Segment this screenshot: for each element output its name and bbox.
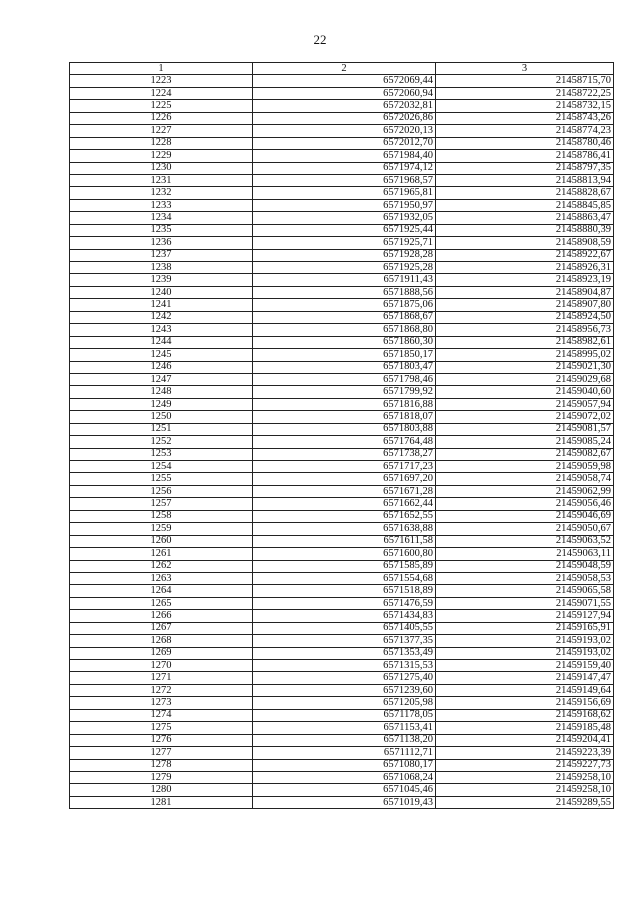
- cell-point-number: 1244: [70, 336, 253, 348]
- cell-x-coordinate: 6571112,71: [253, 747, 436, 759]
- table-row: [70, 510, 614, 522]
- cell-x-coordinate: 6571738,27: [253, 448, 436, 460]
- table-row: [70, 75, 614, 87]
- cell-x-coordinate: 6571611,58: [253, 535, 436, 547]
- cell-point-number: 1238: [70, 262, 253, 274]
- cell-point-number: 1225: [70, 100, 253, 112]
- cell-y-coordinate: 21459149,64: [436, 684, 614, 696]
- cell-point-number: 1226: [70, 112, 253, 124]
- table-row: [70, 684, 614, 696]
- cell-y-coordinate: 21459062,99: [436, 485, 614, 497]
- table-row: [70, 349, 614, 361]
- cell-y-coordinate: 21459127,94: [436, 610, 614, 622]
- cell-y-coordinate: 21459227,73: [436, 759, 614, 771]
- cell-x-coordinate: 6572060,94: [253, 87, 436, 99]
- cell-y-coordinate: 21459058,74: [436, 473, 614, 485]
- cell-x-coordinate: 6571764,48: [253, 436, 436, 448]
- table-row: [70, 498, 614, 510]
- cell-x-coordinate: 6572012,70: [253, 137, 436, 149]
- cell-y-coordinate: 21458922,67: [436, 249, 614, 261]
- cell-x-coordinate: 6571968,57: [253, 174, 436, 186]
- table-row: [70, 373, 614, 385]
- table-row: [70, 548, 614, 560]
- cell-y-coordinate: 21458908,59: [436, 237, 614, 249]
- cell-x-coordinate: 6571377,35: [253, 635, 436, 647]
- cell-point-number: 1261: [70, 548, 253, 560]
- cell-x-coordinate: 6571803,88: [253, 423, 436, 435]
- cell-point-number: 1265: [70, 597, 253, 609]
- cell-y-coordinate: 21459289,55: [436, 796, 614, 808]
- table-row: [70, 237, 614, 249]
- header-row: [70, 63, 614, 75]
- cell-point-number: 1279: [70, 771, 253, 783]
- table-row: [70, 585, 614, 597]
- cell-x-coordinate: 6571405,55: [253, 622, 436, 634]
- cell-y-coordinate: 21459193,02: [436, 635, 614, 647]
- cell-y-coordinate: 21459147,47: [436, 672, 614, 684]
- table-row: [70, 361, 614, 373]
- cell-y-coordinate: 21459081,57: [436, 423, 614, 435]
- cell-x-coordinate: 6571638,88: [253, 523, 436, 535]
- cell-point-number: 1227: [70, 125, 253, 137]
- cell-y-coordinate: 21459185,48: [436, 722, 614, 734]
- cell-x-coordinate: 6571600,80: [253, 548, 436, 560]
- table-row: [70, 162, 614, 174]
- cell-x-coordinate: 6572020,13: [253, 125, 436, 137]
- cell-y-coordinate: 21459056,46: [436, 498, 614, 510]
- cell-y-coordinate: 21458828,67: [436, 187, 614, 199]
- cell-x-coordinate: 6572032,81: [253, 100, 436, 112]
- cell-y-coordinate: 21458780,46: [436, 137, 614, 149]
- cell-x-coordinate: 6571860,30: [253, 336, 436, 348]
- cell-x-coordinate: 6571671,28: [253, 485, 436, 497]
- table-row: [70, 212, 614, 224]
- cell-y-coordinate: 21458926,31: [436, 262, 614, 274]
- table-row: [70, 423, 614, 435]
- table-row: [70, 299, 614, 311]
- cell-y-coordinate: 21458982,61: [436, 336, 614, 348]
- table-row: [70, 112, 614, 124]
- cell-y-coordinate: 21458956,73: [436, 324, 614, 336]
- table-row: [70, 523, 614, 535]
- table-row: [70, 87, 614, 99]
- column-header-point: 1: [70, 63, 253, 75]
- cell-y-coordinate: 21458813,94: [436, 174, 614, 186]
- cell-x-coordinate: 6571984,40: [253, 150, 436, 162]
- table-body: [70, 75, 614, 809]
- cell-x-coordinate: 6571518,89: [253, 585, 436, 597]
- cell-y-coordinate: 21459065,58: [436, 585, 614, 597]
- cell-y-coordinate: 21459165,91: [436, 622, 614, 634]
- cell-point-number: 1266: [70, 610, 253, 622]
- cell-y-coordinate: 21459085,24: [436, 436, 614, 448]
- cell-point-number: 1280: [70, 784, 253, 796]
- table-row: [70, 224, 614, 236]
- table-row: [70, 199, 614, 211]
- table-row: [70, 635, 614, 647]
- cell-point-number: 1275: [70, 722, 253, 734]
- cell-point-number: 1269: [70, 647, 253, 659]
- cell-x-coordinate: 6571799,92: [253, 386, 436, 398]
- table-row: [70, 697, 614, 709]
- cell-y-coordinate: 21459071,55: [436, 597, 614, 609]
- table-header: [70, 63, 614, 75]
- table-row: [70, 398, 614, 410]
- cell-point-number: 1249: [70, 398, 253, 410]
- cell-x-coordinate: 6571315,53: [253, 660, 436, 672]
- table-row: [70, 137, 614, 149]
- cell-x-coordinate: 6571868,80: [253, 324, 436, 336]
- cell-y-coordinate: 21459204,41: [436, 734, 614, 746]
- cell-point-number: 1277: [70, 747, 253, 759]
- cell-point-number: 1233: [70, 199, 253, 211]
- cell-point-number: 1258: [70, 510, 253, 522]
- cell-x-coordinate: 6571974,12: [253, 162, 436, 174]
- cell-point-number: 1270: [70, 660, 253, 672]
- cell-x-coordinate: 6571153,41: [253, 722, 436, 734]
- cell-y-coordinate: 21459159,40: [436, 660, 614, 672]
- cell-point-number: 1235: [70, 224, 253, 236]
- cell-x-coordinate: 6571818,07: [253, 411, 436, 423]
- table-row: [70, 796, 614, 808]
- cell-x-coordinate: 6571275,40: [253, 672, 436, 684]
- cell-x-coordinate: 6571717,23: [253, 461, 436, 473]
- cell-point-number: 1251: [70, 423, 253, 435]
- cell-x-coordinate: 6571697,20: [253, 473, 436, 485]
- cell-x-coordinate: 6571080,17: [253, 759, 436, 771]
- table-row: [70, 610, 614, 622]
- cell-x-coordinate: 6571353,49: [253, 647, 436, 659]
- cell-point-number: 1259: [70, 523, 253, 535]
- cell-x-coordinate: 6571925,28: [253, 262, 436, 274]
- cell-y-coordinate: 21458722,25: [436, 87, 614, 99]
- cell-point-number: 1264: [70, 585, 253, 597]
- cell-point-number: 1260: [70, 535, 253, 547]
- table-row: [70, 560, 614, 572]
- cell-x-coordinate: 6571932,05: [253, 212, 436, 224]
- table-row: [70, 311, 614, 323]
- cell-y-coordinate: 21459193,02: [436, 647, 614, 659]
- cell-x-coordinate: 6571888,56: [253, 286, 436, 298]
- table-row: [70, 274, 614, 286]
- cell-point-number: 1271: [70, 672, 253, 684]
- table-row: [70, 647, 614, 659]
- table-row: [70, 709, 614, 721]
- cell-point-number: 1224: [70, 87, 253, 99]
- cell-x-coordinate: 6571911,43: [253, 274, 436, 286]
- table-row: [70, 174, 614, 186]
- cell-x-coordinate: 6571925,44: [253, 224, 436, 236]
- cell-y-coordinate: 21459046,69: [436, 510, 614, 522]
- cell-point-number: 1230: [70, 162, 253, 174]
- table-row: [70, 722, 614, 734]
- cell-point-number: 1276: [70, 734, 253, 746]
- cell-x-coordinate: 6571239,60: [253, 684, 436, 696]
- table-row: [70, 734, 614, 746]
- cell-x-coordinate: 6571798,46: [253, 373, 436, 385]
- cell-point-number: 1272: [70, 684, 253, 696]
- cell-point-number: 1278: [70, 759, 253, 771]
- cell-y-coordinate: 21458907,80: [436, 299, 614, 311]
- cell-x-coordinate: 6571068,24: [253, 771, 436, 783]
- cell-point-number: 1231: [70, 174, 253, 186]
- cell-x-coordinate: 6571662,44: [253, 498, 436, 510]
- cell-point-number: 1232: [70, 187, 253, 199]
- cell-x-coordinate: 6571875,06: [253, 299, 436, 311]
- cell-point-number: 1250: [70, 411, 253, 423]
- table-row: [70, 572, 614, 584]
- cell-y-coordinate: 21458880,39: [436, 224, 614, 236]
- cell-y-coordinate: 21459021,30: [436, 361, 614, 373]
- cell-point-number: 1246: [70, 361, 253, 373]
- cell-point-number: 1237: [70, 249, 253, 261]
- table-row: [70, 672, 614, 684]
- cell-point-number: 1229: [70, 150, 253, 162]
- cell-point-number: 1245: [70, 349, 253, 361]
- cell-point-number: 1262: [70, 560, 253, 572]
- cell-point-number: 1256: [70, 485, 253, 497]
- cell-point-number: 1253: [70, 448, 253, 460]
- cell-y-coordinate: 21458732,15: [436, 100, 614, 112]
- cell-y-coordinate: 21459040,60: [436, 386, 614, 398]
- cell-y-coordinate: 21459063,52: [436, 535, 614, 547]
- cell-point-number: 1234: [70, 212, 253, 224]
- cell-x-coordinate: 6571868,67: [253, 311, 436, 323]
- table-row: [70, 485, 614, 497]
- cell-y-coordinate: 21459258,10: [436, 771, 614, 783]
- cell-x-coordinate: 6571205,98: [253, 697, 436, 709]
- table-row: [70, 747, 614, 759]
- cell-point-number: 1254: [70, 461, 253, 473]
- table-row: [70, 436, 614, 448]
- cell-point-number: 1223: [70, 75, 253, 87]
- table-row: [70, 100, 614, 112]
- table-row: [70, 660, 614, 672]
- page-number: 22: [313, 32, 327, 47]
- cell-y-coordinate: 21458995,02: [436, 349, 614, 361]
- cell-y-coordinate: 21459057,94: [436, 398, 614, 410]
- table-row: [70, 597, 614, 609]
- cell-y-coordinate: 21458863,47: [436, 212, 614, 224]
- cell-point-number: 1247: [70, 373, 253, 385]
- cell-x-coordinate: 6571950,97: [253, 199, 436, 211]
- cell-x-coordinate: 6571554,68: [253, 572, 436, 584]
- cell-y-coordinate: 21459156,69: [436, 697, 614, 709]
- cell-point-number: 1252: [70, 436, 253, 448]
- cell-point-number: 1240: [70, 286, 253, 298]
- cell-y-coordinate: 21459168,62: [436, 709, 614, 721]
- cell-y-coordinate: 21459048,59: [436, 560, 614, 572]
- cell-point-number: 1248: [70, 386, 253, 398]
- cell-point-number: 1236: [70, 237, 253, 249]
- table-row: [70, 473, 614, 485]
- cell-x-coordinate: 6572069,44: [253, 75, 436, 87]
- cell-x-coordinate: 6571928,28: [253, 249, 436, 261]
- table-row: [70, 336, 614, 348]
- cell-point-number: 1239: [70, 274, 253, 286]
- cell-x-coordinate: 6571476,59: [253, 597, 436, 609]
- table-row: [70, 759, 614, 771]
- cell-y-coordinate: 21458743,26: [436, 112, 614, 124]
- cell-point-number: 1263: [70, 572, 253, 584]
- cell-y-coordinate: 21458797,35: [436, 162, 614, 174]
- cell-y-coordinate: 21459258,10: [436, 784, 614, 796]
- cell-y-coordinate: 21459029,68: [436, 373, 614, 385]
- column-header-x: 2: [253, 63, 436, 75]
- cell-y-coordinate: 21459223,39: [436, 747, 614, 759]
- cell-x-coordinate: 6571585,89: [253, 560, 436, 572]
- cell-point-number: 1242: [70, 311, 253, 323]
- table-row: [70, 187, 614, 199]
- cell-point-number: 1273: [70, 697, 253, 709]
- table-row: [70, 448, 614, 460]
- table-row: [70, 461, 614, 473]
- cell-point-number: 1267: [70, 622, 253, 634]
- cell-point-number: 1274: [70, 709, 253, 721]
- cell-y-coordinate: 21458923,19: [436, 274, 614, 286]
- cell-y-coordinate: 21459050,67: [436, 523, 614, 535]
- cell-point-number: 1255: [70, 473, 253, 485]
- table-row: [70, 150, 614, 162]
- cell-point-number: 1268: [70, 635, 253, 647]
- cell-x-coordinate: 6571045,46: [253, 784, 436, 796]
- table-row: [70, 125, 614, 137]
- table-row: [70, 286, 614, 298]
- table-row: [70, 411, 614, 423]
- cell-x-coordinate: 6571019,43: [253, 796, 436, 808]
- cell-y-coordinate: 21458774,23: [436, 125, 614, 137]
- cell-x-coordinate: 6571803,47: [253, 361, 436, 373]
- cell-x-coordinate: 6571434,83: [253, 610, 436, 622]
- cell-y-coordinate: 21459059,98: [436, 461, 614, 473]
- cell-y-coordinate: 21459072,02: [436, 411, 614, 423]
- cell-x-coordinate: 6571178,05: [253, 709, 436, 721]
- cell-x-coordinate: 6571816,88: [253, 398, 436, 410]
- cell-y-coordinate: 21458786,41: [436, 150, 614, 162]
- table-row: [70, 535, 614, 547]
- cell-x-coordinate: 6571850,17: [253, 349, 436, 361]
- coordinates-table: [69, 62, 614, 809]
- cell-point-number: 1241: [70, 299, 253, 311]
- cell-x-coordinate: 6572026,86: [253, 112, 436, 124]
- cell-y-coordinate: 21458924,50: [436, 311, 614, 323]
- cell-x-coordinate: 6571965,81: [253, 187, 436, 199]
- cell-y-coordinate: 21458904,87: [436, 286, 614, 298]
- table-row: [70, 324, 614, 336]
- cell-x-coordinate: 6571652,55: [253, 510, 436, 522]
- cell-y-coordinate: 21459082,67: [436, 448, 614, 460]
- cell-point-number: 1228: [70, 137, 253, 149]
- table-row: [70, 771, 614, 783]
- cell-x-coordinate: 6571138,20: [253, 734, 436, 746]
- cell-point-number: 1243: [70, 324, 253, 336]
- column-header-y: 3: [436, 63, 614, 75]
- cell-y-coordinate: 21458715,70: [436, 75, 614, 87]
- cell-x-coordinate: 6571925,71: [253, 237, 436, 249]
- table-row: [70, 249, 614, 261]
- cell-y-coordinate: 21459058,53: [436, 572, 614, 584]
- table-row: [70, 386, 614, 398]
- table-row: [70, 622, 614, 634]
- cell-point-number: 1257: [70, 498, 253, 510]
- table-row: [70, 262, 614, 274]
- cell-y-coordinate: 21458845,85: [436, 199, 614, 211]
- table-row: [70, 784, 614, 796]
- cell-y-coordinate: 21459063,11: [436, 548, 614, 560]
- cell-point-number: 1281: [70, 796, 253, 808]
